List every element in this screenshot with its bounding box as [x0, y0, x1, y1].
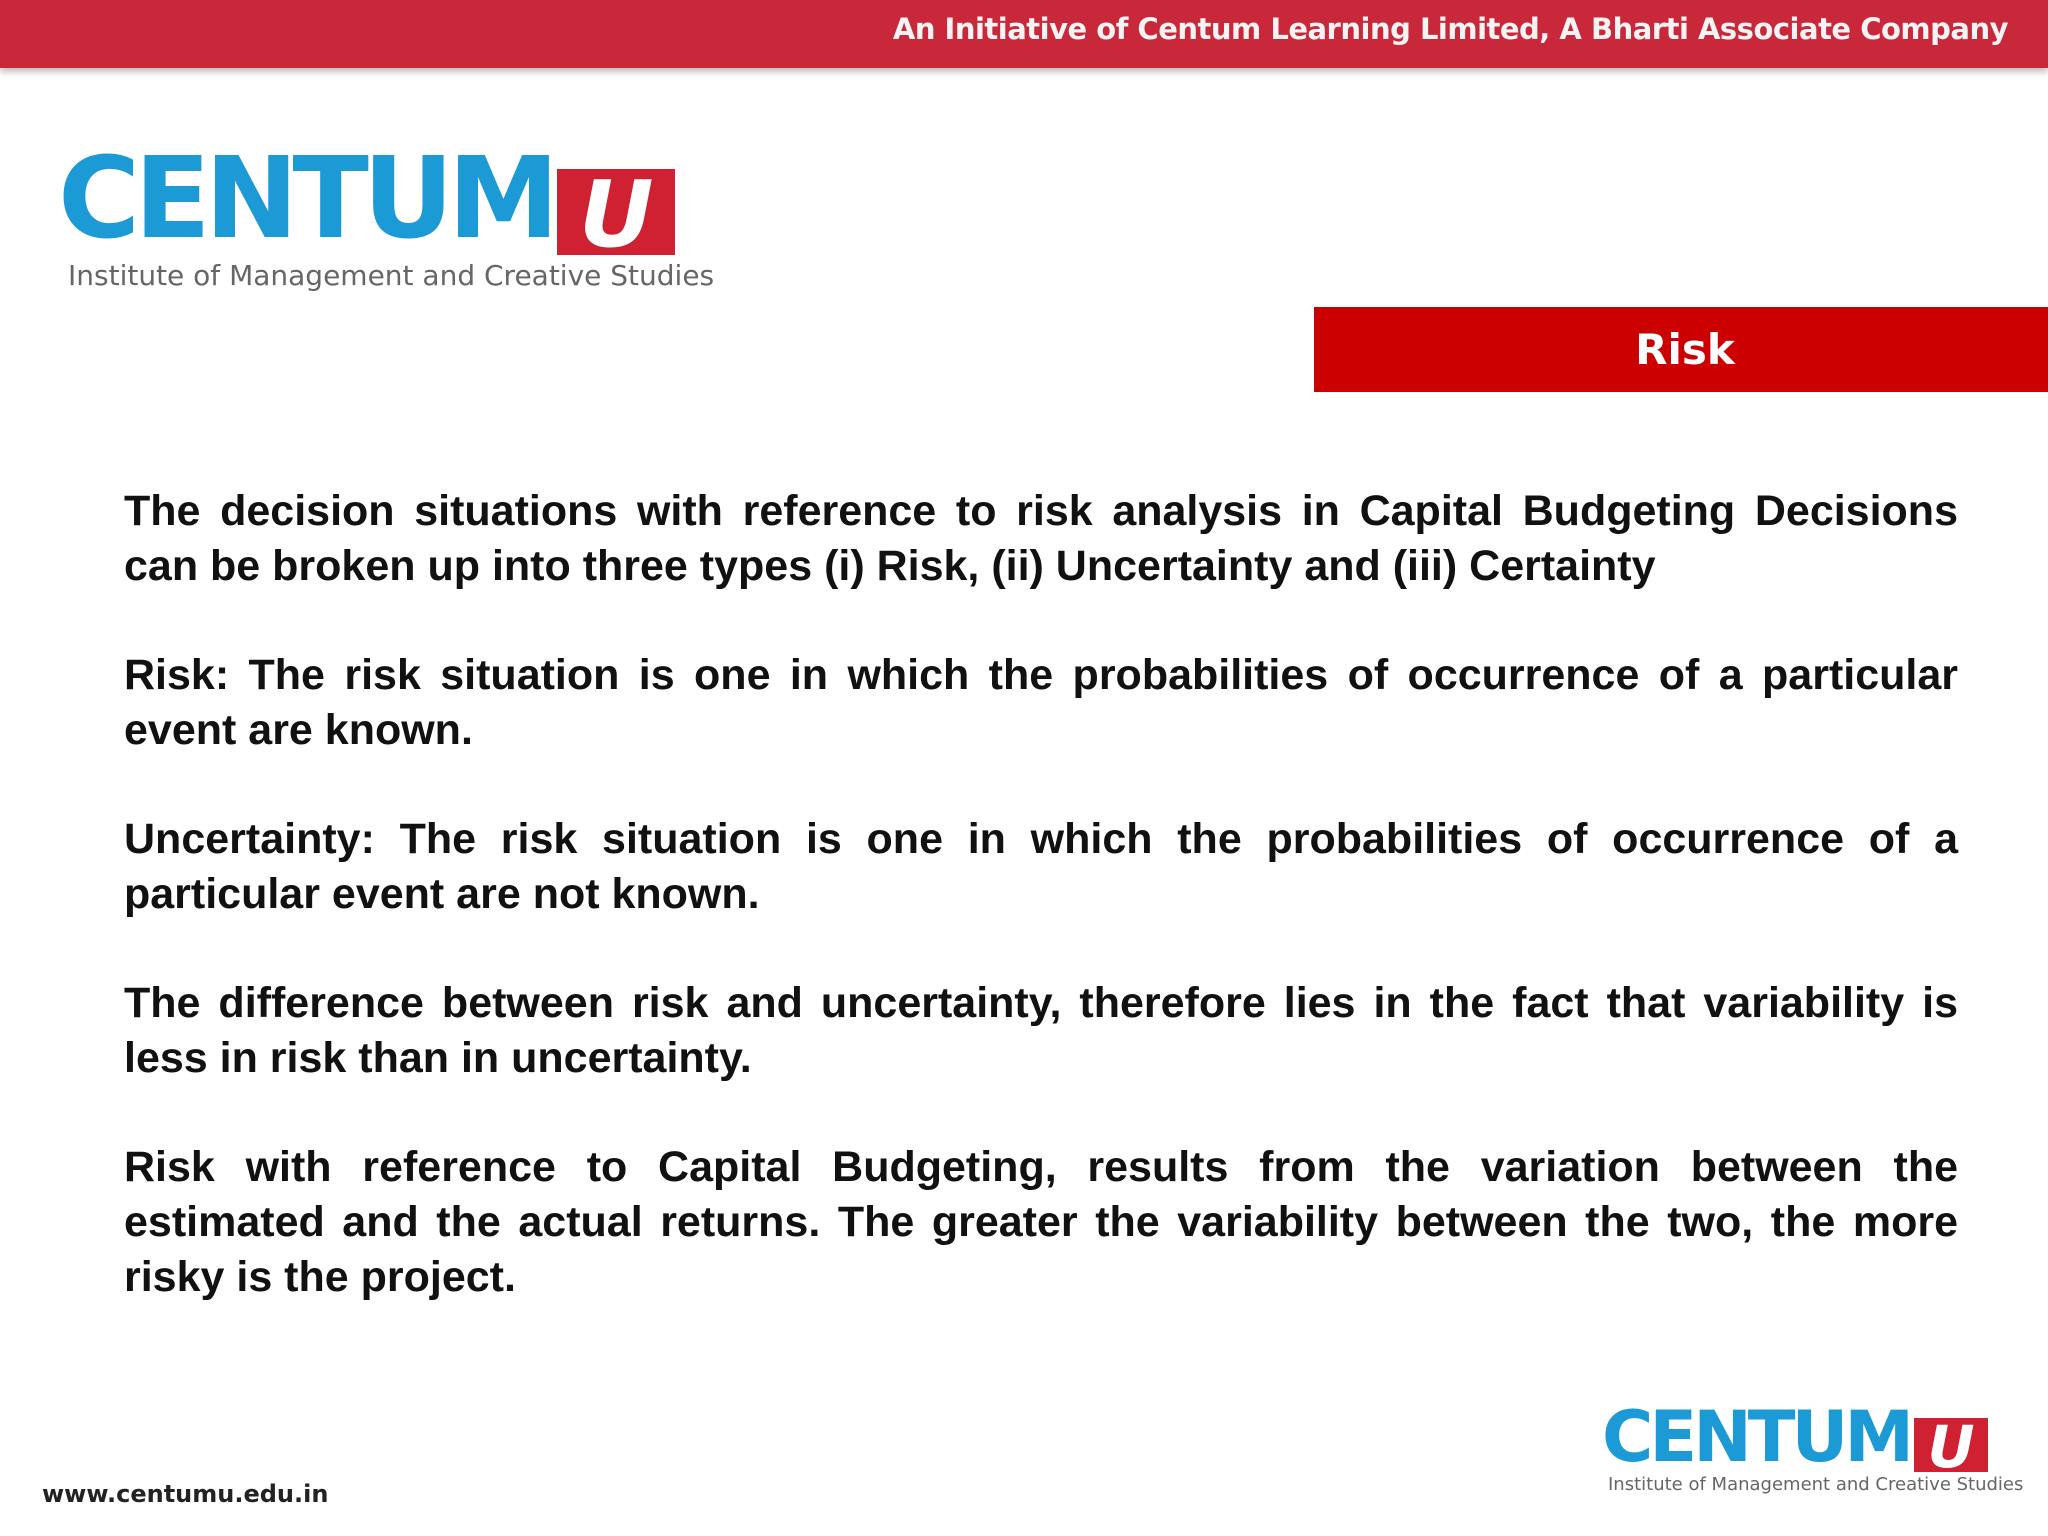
paragraph-intro: The decision situations with reference to risk analysis in Capital Budgeting Decisions can be broken up into three types (i) Risk, (ii) Uncertainty and (iii) Certainty [124, 487, 1958, 590]
logo-subtitle: Institute of Management and Creative Studies [68, 259, 715, 292]
paragraph-uncertainty: Uncertainty: The risk situation is one in which the probabilities of occurrence of a particular event are not known. [124, 815, 1958, 918]
centumu-logo-footer [1602, 1396, 2024, 1495]
logo-u-mark: U [557, 169, 675, 255]
paragraph-difference: The difference between risk and uncertainty, therefore lies in the fact that variability is less in risk than in uncertainty. [124, 979, 1958, 1082]
top-banner [0, 0, 2048, 68]
banner-text: An Initiative of Centum Learning Limited, A Bharti Associate Company [892, 12, 2008, 46]
logo-subtitle-footer: Institute of Management and Creative Studies [1608, 1474, 2024, 1495]
logo-u-mark-footer: U [1914, 1418, 1988, 1472]
centumu-logo [58, 134, 715, 292]
paragraph-capital-budgeting: Risk with reference to Capital Budgeting, results from the variation between the estimated and the actual returns. The greater the variability between the two, the more risky is the project. [124, 1143, 1958, 1301]
slide-title [1314, 307, 2048, 392]
slide-content [124, 484, 1958, 1305]
logo-wordmark-footer [1602, 1396, 2023, 1478]
paragraph-risk: Risk: The risk situation is one in which the probabilities of occurrence of a particular event are known. [124, 651, 1958, 754]
logo-word: CENTUM [58, 134, 554, 264]
logo-word-footer: CENTUM [1602, 1396, 1911, 1478]
logo-wordmark [58, 134, 714, 264]
slide-title-text: Risk [1635, 325, 1735, 374]
footer-url: www.centumu.edu.in [42, 1480, 329, 1508]
